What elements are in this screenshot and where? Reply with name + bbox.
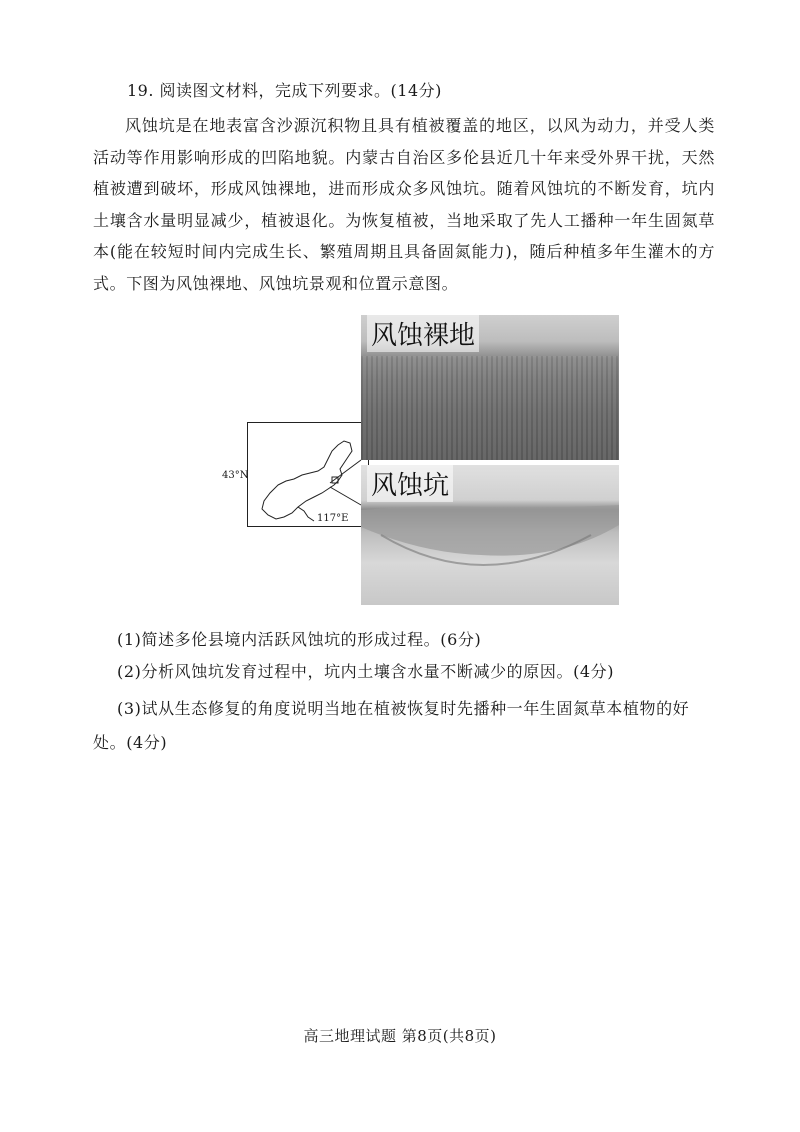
- photo-wind-erosion-bare-land: [361, 315, 619, 460]
- lat-label: 43°N: [222, 470, 249, 481]
- figure: [220, 315, 630, 607]
- photo2-label: 风蚀坑: [367, 465, 453, 502]
- lon-label: 117°E: [317, 513, 349, 524]
- question-title: 19. 阅读图文材料，完成下列要求。(14分): [127, 81, 442, 100]
- material-paragraph: 风蚀坑是在地表富含沙源沉积物且具有植被覆盖的地区，以风为动力，并受人类活动等作用影响形成的凹陷地貌。内蒙古自治区多伦县近几十年来受外界干扰，天然植被遭到破坏，形成风蚀裸地，进而形成众多风蚀坑。随着风蚀坑的不断发育，坑内土壤含水量明显减少，植被退化。为恢复植被，当地采取了先人工播种一年生固氮草本(能在较短时间内完成生长、繁殖周期且具备固氮能力)，随后种植多年生灌木的方式。下图为风蚀裸地、风蚀坑景观和位置示意图。: [93, 116, 715, 293]
- pointer-lines: [220, 315, 380, 607]
- subquestion-3: (3)试从生态修复的角度说明当地在植被恢复时先播种一年生固氮草本植物的好处。(4分): [93, 699, 690, 752]
- photo-blowout-pit: [361, 465, 619, 605]
- photo1-label: 风蚀裸地: [367, 315, 479, 352]
- subquestion-1: (1)简述多伦县境内活跃风蚀坑的形成过程。(6分): [117, 630, 482, 649]
- page-footer: 高三地理试题 第8页(共8页): [303, 1027, 497, 1045]
- subquestion-2: (2)分析风蚀坑发育过程中，坑内土壤含水量不断减少的原因。(4分): [117, 662, 615, 681]
